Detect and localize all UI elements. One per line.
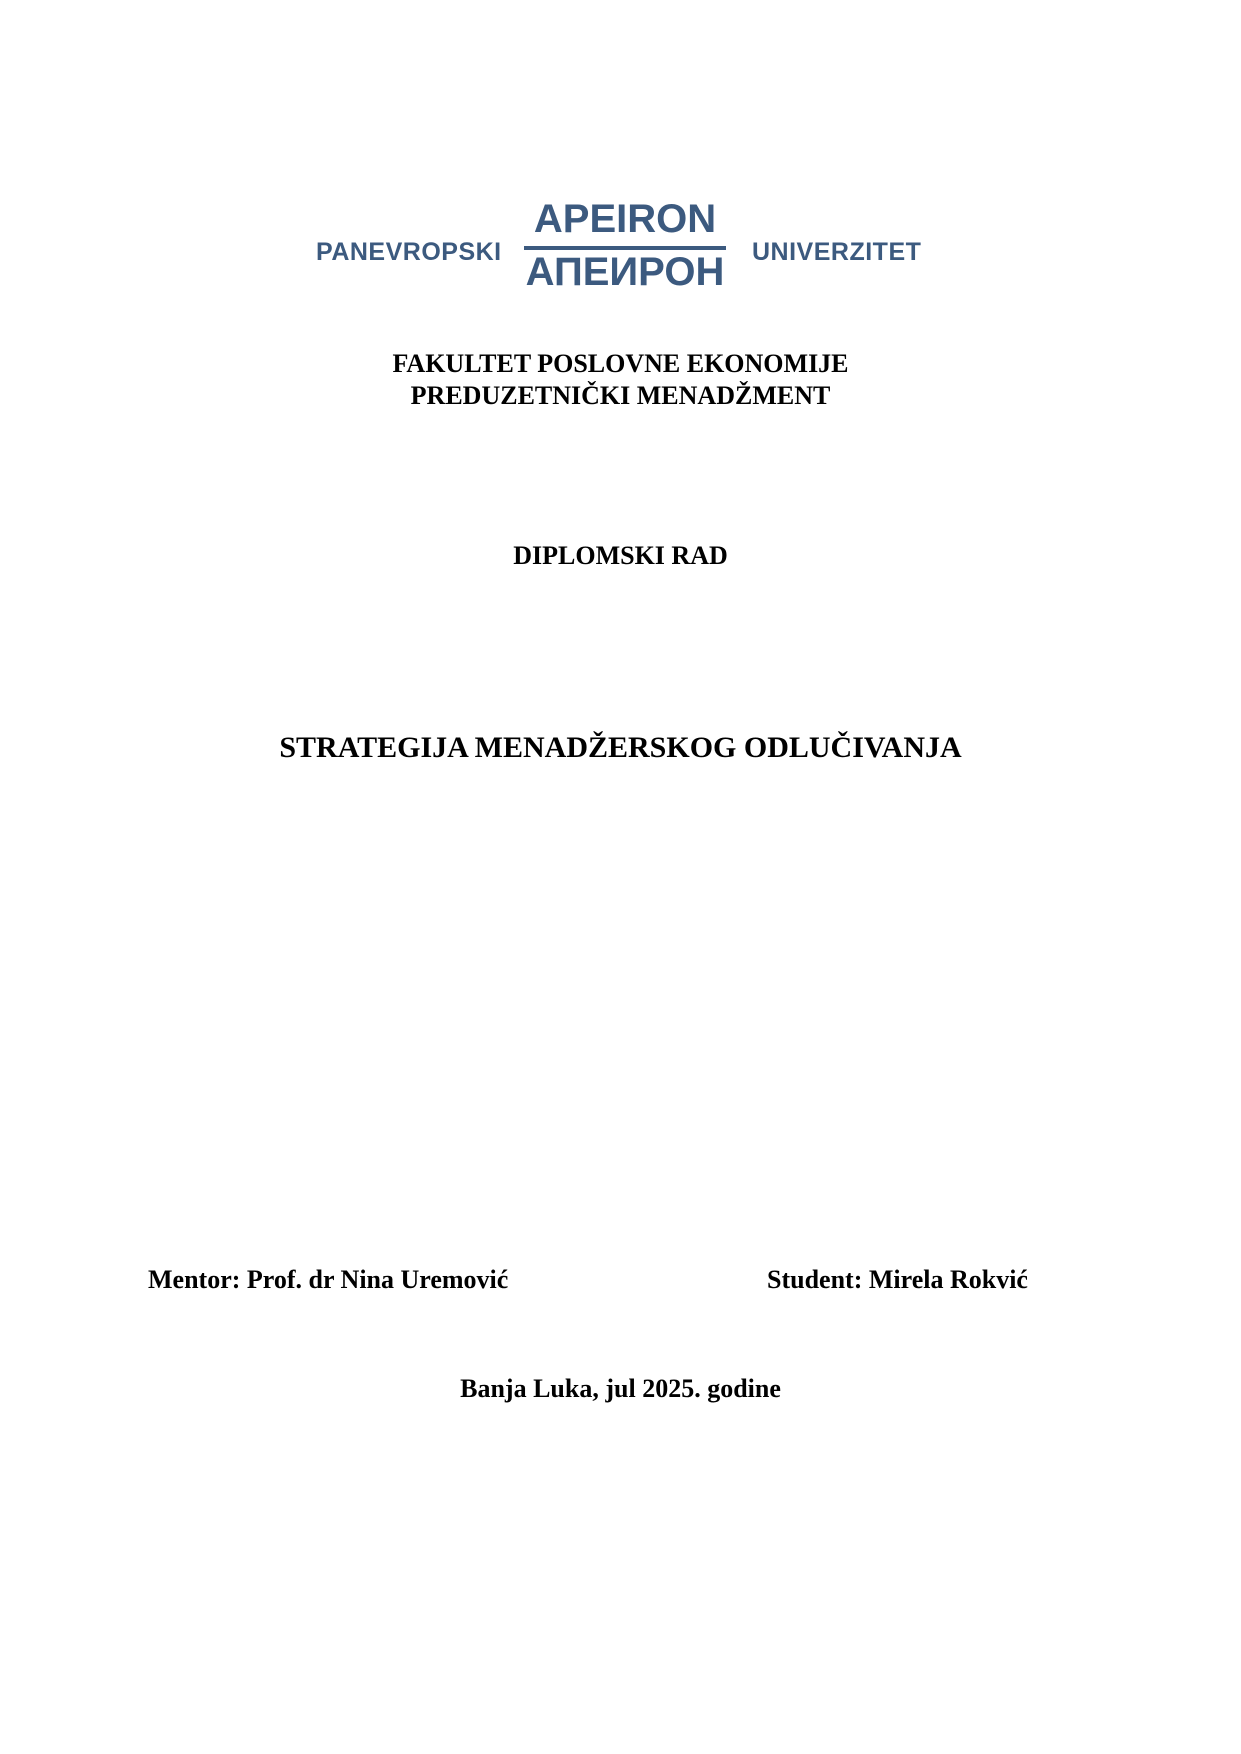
university-logo [300, 195, 940, 310]
faculty-name: FAKULTET POSLOVNE EKONOMIJE [392, 349, 849, 378]
logo-top-text: APEIRON [533, 197, 717, 241]
place-date: Banja Luka, jul 2025. godine [460, 1374, 781, 1403]
logo-emblem [520, 195, 730, 310]
mentor-line: Mentor: Prof. dr Nina Uremović [148, 1265, 509, 1294]
logo-right-text: UNIVERZITET [752, 238, 922, 266]
thesis-title: STRATEGIJA MENADŽERSKOG ODLUČIVANJA [279, 731, 962, 764]
thesis-type: DIPLOMSKI RAD [513, 541, 728, 570]
logo-bottom-text: АПЕИРОН [525, 250, 725, 294]
student-line: Student: Mirela Rokvić [767, 1265, 1028, 1294]
logo-left-text: PANEVROPSKI [316, 238, 502, 266]
program-name: PREDUZETNIČKI MENADŽMENT [410, 381, 831, 410]
